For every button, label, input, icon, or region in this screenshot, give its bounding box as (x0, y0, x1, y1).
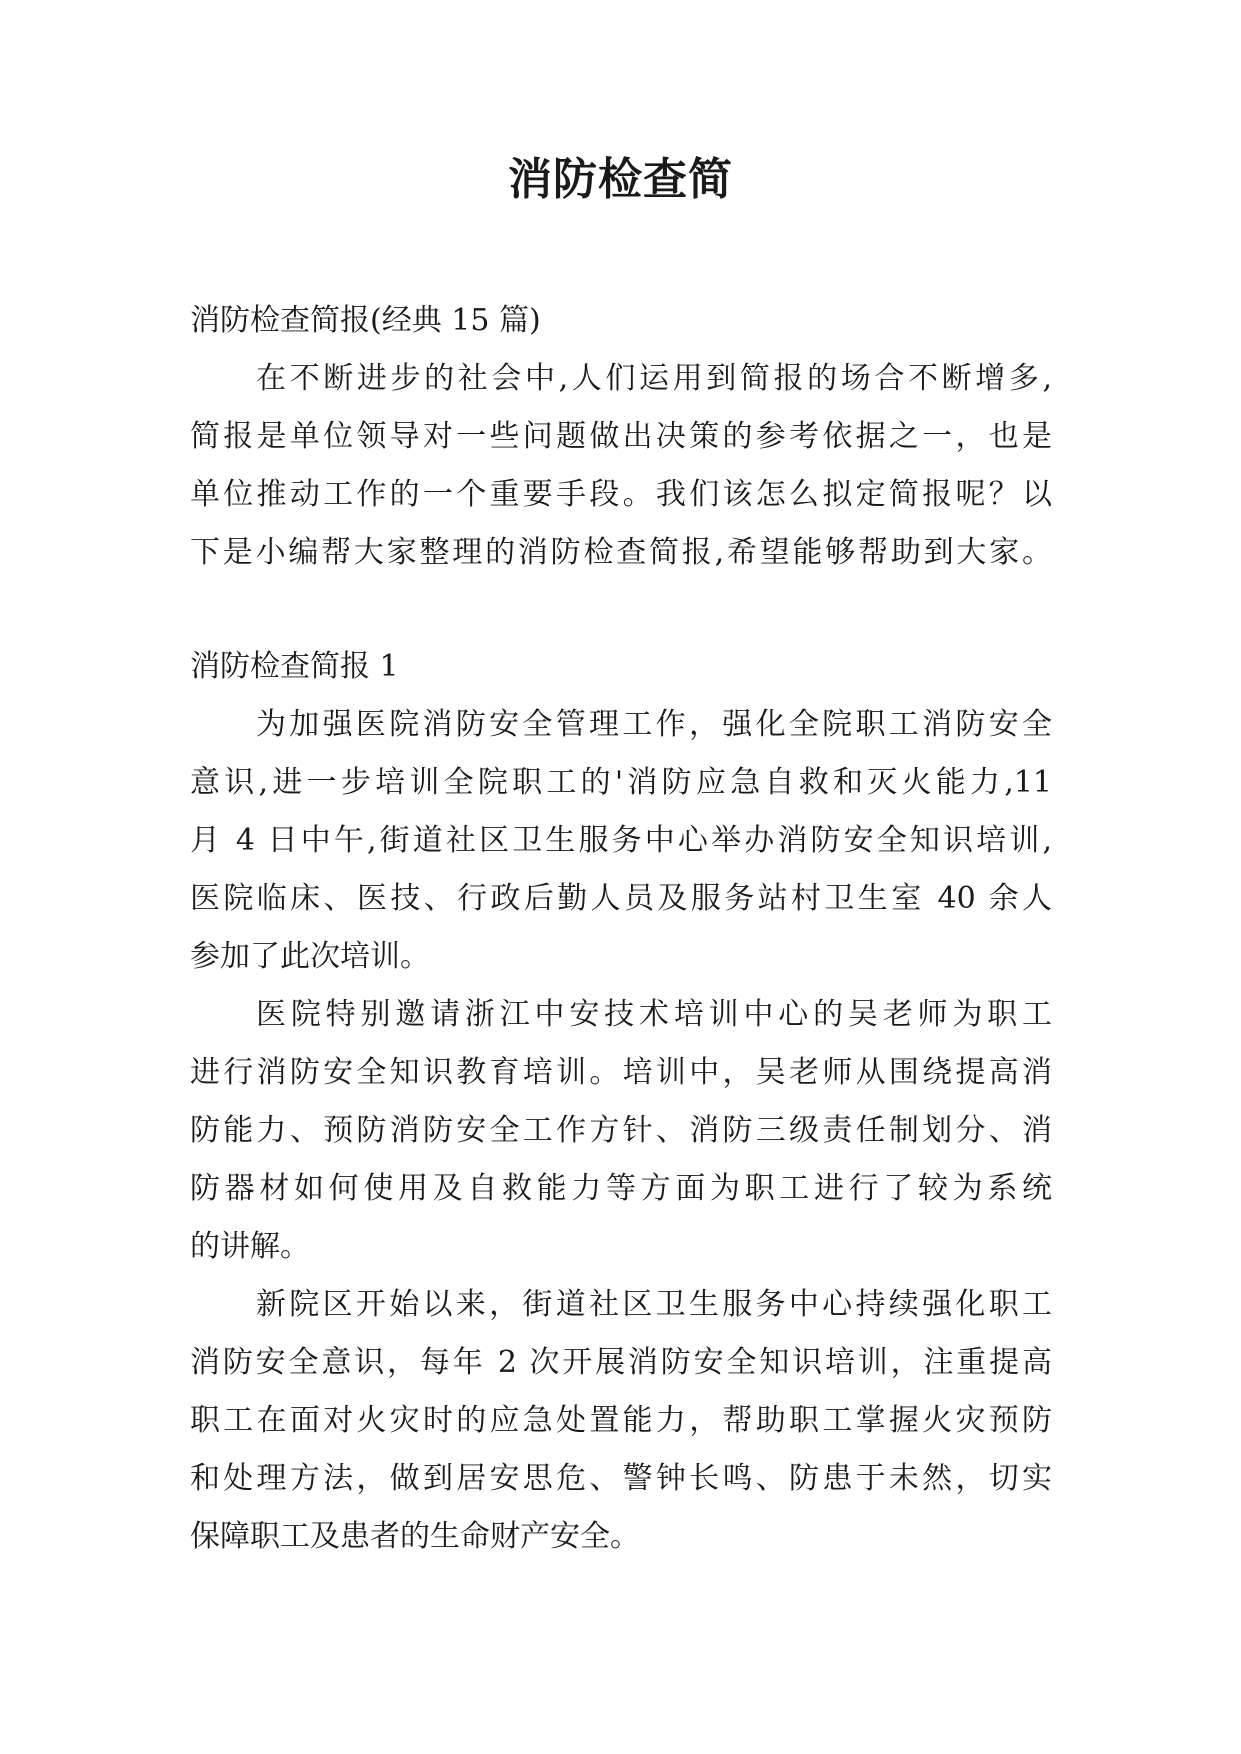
paragraph-line: 保障职工及患者的生命财产安全。 (190, 1519, 640, 1554)
document-title: 消防检查简 (508, 154, 733, 205)
paragraph-line: 防器材如何使用及自救能力等方面为职工进行了较为系统 (190, 1171, 1052, 1206)
section-heading-collection: 消防检查简报(经典 15 篇) (190, 303, 541, 338)
paragraph-line: 和处理方法，做到居安思危、警钟长鸣、防患于未然，切实 (190, 1461, 1052, 1496)
paragraph-line: 下是小编帮大家整理的消防检查简报,希望能够帮助到大家。 (190, 535, 1052, 570)
section-spacer (190, 582, 1052, 638)
paragraph-2 (190, 986, 1052, 1276)
paragraph-line: 医院临床、医技、行政后勤人员及服务站村卫生室 40 余人 (190, 881, 1052, 916)
paragraph-line: 消防安全意识，每年 2 次开展消防安全知识培训，注重提高 (190, 1345, 1052, 1380)
paragraph-line: 为加强医院消防安全管理工作，强化全院职工消防安全 (256, 707, 1052, 742)
paragraph-3 (190, 1276, 1052, 1566)
paragraph-line: 在不断进步的社会中,人们运用到简报的场合不断增多, (256, 361, 1052, 396)
document-body (190, 292, 1052, 1566)
section-heading-report-1: 消防检查简报 1 (190, 649, 399, 684)
paragraph-line: 新院区开始以来，街道社区卫生服务中心持续强化职工 (256, 1287, 1052, 1322)
intro-paragraph (190, 350, 1052, 582)
paragraph-1 (190, 696, 1052, 986)
paragraph-line: 简报是单位领导对一些问题做出决策的参考依据之一，也是 (190, 419, 1052, 454)
paragraph-line: 单位推动工作的一个重要手段。我们该怎么拟定简报呢？以 (190, 477, 1052, 512)
paragraph-line: 意识,进一步培训全院职工的'消防应急自救和灭火能力,11 (190, 765, 1052, 800)
paragraph-line: 防能力、预防消防安全工作方针、消防三级责任制划分、消 (190, 1113, 1052, 1148)
paragraph-line: 月 4 日中午,街道社区卫生服务中心举办消防安全知识培训, (190, 823, 1052, 858)
paragraph-line: 参加了此次培训。 (190, 939, 430, 974)
paragraph-line: 医院特别邀请浙江中安技术培训中心的吴老师为职工 (256, 997, 1052, 1032)
paragraph-line: 职工在面对火灾时的应急处置能力，帮助职工掌握火灾预防 (190, 1403, 1052, 1438)
paragraph-line: 的讲解。 (190, 1229, 310, 1264)
paragraph-line: 进行消防安全知识教育培训。培训中，吴老师从围绕提高消 (190, 1055, 1052, 1090)
